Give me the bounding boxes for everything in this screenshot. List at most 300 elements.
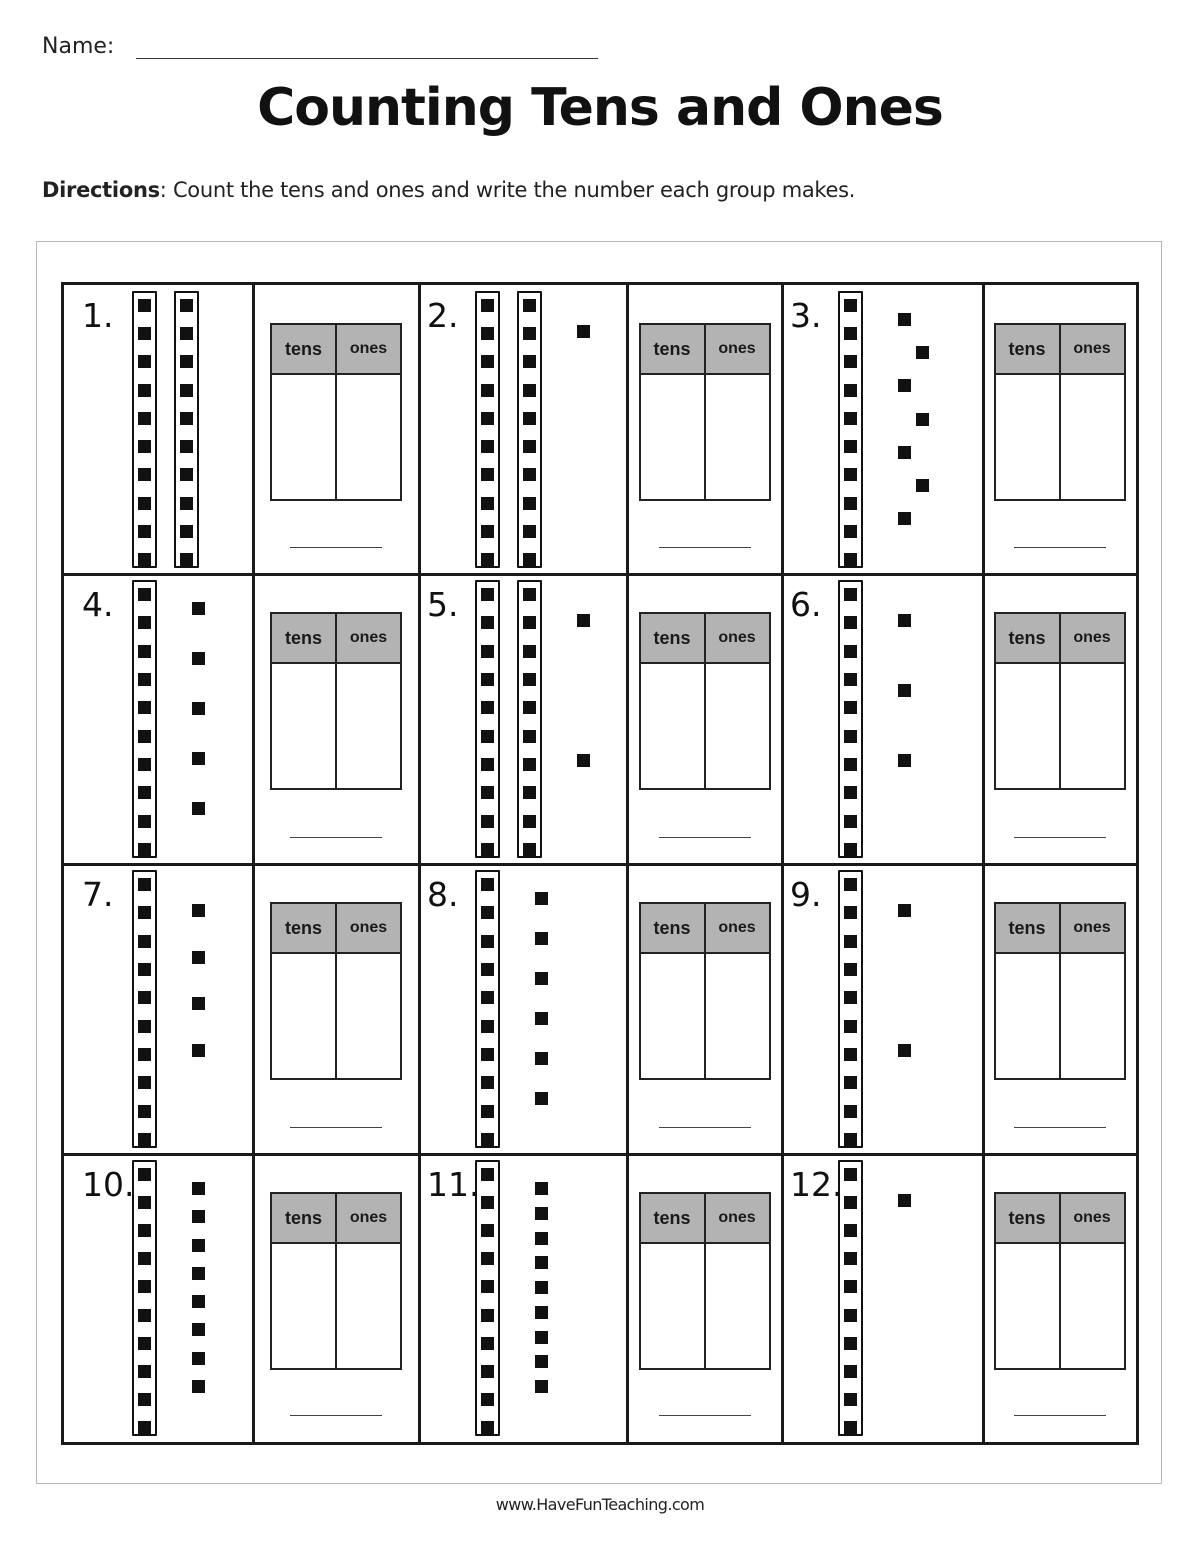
answer-write-line[interactable] [659, 547, 751, 548]
rod-unit [481, 1020, 494, 1033]
tens-column-label: tens [653, 339, 691, 359]
tens-rod [517, 580, 542, 858]
rod-unit [138, 1224, 151, 1237]
rod-unit [138, 384, 151, 397]
problem-number: 4. [82, 585, 114, 624]
ones-cube [535, 972, 548, 985]
rod-unit [180, 525, 193, 538]
rod-unit [844, 758, 857, 771]
rod-unit [180, 412, 193, 425]
tens-rod [838, 291, 863, 568]
ones-cube [192, 1380, 205, 1393]
rod-unit [481, 758, 494, 771]
tens-ones-chart[interactable] [270, 902, 402, 1080]
directions [42, 178, 855, 202]
answer-write-line[interactable] [290, 837, 382, 838]
rod-unit [138, 616, 151, 629]
rod-unit [481, 991, 494, 1004]
rod-unit [844, 1421, 857, 1434]
ones-cube [916, 413, 929, 426]
rod-unit [844, 701, 857, 714]
problem-blocks-cell [782, 1154, 983, 1442]
ones-cube [192, 1352, 205, 1365]
tens-ones-chart[interactable] [270, 1192, 402, 1370]
ones-cube [535, 1232, 548, 1245]
ones-cube [898, 614, 911, 627]
ones-cube [192, 1239, 205, 1252]
rod-unit [138, 1076, 151, 1089]
tens-rod [475, 291, 500, 568]
ones-cube [192, 1323, 205, 1336]
ones-cube [192, 904, 205, 917]
rod-unit [844, 1196, 857, 1209]
rod-unit [138, 355, 151, 368]
answer-write-line[interactable] [290, 1415, 382, 1416]
rod-unit [844, 1133, 857, 1146]
ones-cube [898, 754, 911, 767]
problem-blocks-cell [64, 1154, 253, 1442]
ones-column-label: ones [349, 629, 388, 646]
rod-unit [481, 616, 494, 629]
rod-unit [180, 440, 193, 453]
rod-unit [481, 440, 494, 453]
tens-column-label: tens [284, 628, 322, 648]
ones-column-label: ones [718, 1209, 756, 1226]
answer-write-line[interactable] [1014, 1127, 1106, 1128]
ones-column-label: ones [1073, 340, 1111, 357]
rod-unit [844, 1168, 857, 1181]
rod-unit [844, 843, 857, 856]
rod-unit [523, 843, 536, 856]
rod-unit [844, 963, 857, 976]
directions-text: : Count the tens and ones and write the number each group makes. [159, 178, 856, 202]
problem-blocks-cell [419, 864, 627, 1154]
answer-write-line[interactable] [290, 1127, 382, 1128]
answer-write-line[interactable] [659, 837, 751, 838]
rod-unit [844, 730, 857, 743]
ones-cube [192, 702, 205, 715]
rod-unit [481, 1133, 494, 1146]
tens-ones-chart[interactable] [994, 612, 1126, 790]
rod-unit [138, 1020, 151, 1033]
ones-column-label: ones [1073, 629, 1111, 646]
rod-unit [138, 1365, 151, 1378]
rod-unit [481, 843, 494, 856]
ones-cube [577, 754, 590, 767]
problem-number: 1. [82, 296, 114, 335]
ones-cube [898, 446, 911, 459]
problem-grid [61, 282, 1139, 1445]
rod-unit [481, 1196, 494, 1209]
rod-unit [481, 1168, 494, 1181]
ones-cube [898, 684, 911, 697]
rod-unit [844, 525, 857, 538]
problem-answer-cell [983, 285, 1136, 574]
rod-unit [844, 588, 857, 601]
ones-cube [577, 614, 590, 627]
ones-column-label: ones [349, 919, 388, 936]
rod-unit [481, 786, 494, 799]
ones-cube [192, 602, 205, 615]
ones-cube [916, 346, 929, 359]
rod-unit [523, 758, 536, 771]
rod-unit [138, 786, 151, 799]
directions-label: Directions [42, 178, 160, 202]
rod-unit [844, 815, 857, 828]
problem-number: 12. [790, 1165, 843, 1204]
problem-number: 5. [427, 585, 459, 624]
tens-rod [475, 1160, 500, 1436]
rod-unit [138, 815, 151, 828]
problem-blocks-cell [64, 574, 253, 864]
tens-column-label: tens [284, 339, 322, 359]
tens-rod [475, 580, 500, 858]
ones-cube [577, 325, 590, 338]
ones-cube [192, 1267, 205, 1280]
tens-rod [838, 870, 863, 1148]
tens-rod [132, 580, 157, 858]
tens-ones-chart[interactable] [639, 902, 771, 1080]
rod-unit [481, 525, 494, 538]
rod-unit [523, 815, 536, 828]
problem-blocks-cell [782, 285, 983, 574]
rod-unit [138, 412, 151, 425]
answer-write-line[interactable] [1014, 837, 1106, 838]
rod-unit [523, 525, 536, 538]
rod-unit [523, 786, 536, 799]
rod-unit [138, 906, 151, 919]
ones-cube [535, 1281, 548, 1294]
ones-cube [898, 512, 911, 525]
tens-column-label: tens [1008, 1208, 1046, 1228]
rod-unit [138, 1393, 151, 1406]
problem-number: 6. [790, 585, 822, 624]
tens-column-label: tens [284, 1208, 322, 1228]
tens-column-label: tens [1008, 628, 1046, 648]
rod-unit [481, 1393, 494, 1406]
rod-unit [138, 497, 151, 510]
problem-answer-cell [983, 574, 1136, 864]
ones-cube [535, 1052, 548, 1065]
rod-unit [138, 1421, 151, 1434]
rod-unit [523, 440, 536, 453]
rod-unit [844, 1365, 857, 1378]
rod-unit [138, 553, 151, 566]
rod-unit [481, 1309, 494, 1322]
rod-unit [138, 1252, 151, 1265]
ones-cube [535, 1331, 548, 1344]
rod-unit [481, 1337, 494, 1350]
rod-unit [481, 1421, 494, 1434]
rod-unit [138, 878, 151, 891]
tens-ones-chart[interactable] [270, 323, 402, 501]
rod-unit [844, 1252, 857, 1265]
rod-unit [138, 1309, 151, 1322]
rod-unit [481, 553, 494, 566]
rod-unit [180, 553, 193, 566]
rod-unit [844, 878, 857, 891]
rod-unit [844, 935, 857, 948]
ones-column-label: ones [349, 340, 388, 357]
ones-cube [192, 1044, 205, 1057]
rod-unit [138, 935, 151, 948]
tens-column-label: tens [1008, 918, 1046, 938]
problem-answer-cell [253, 285, 419, 574]
rod-unit [481, 906, 494, 919]
rod-unit [138, 1105, 151, 1118]
rod-unit [844, 553, 857, 566]
answer-write-line[interactable] [1014, 1415, 1106, 1416]
ones-cube [192, 951, 205, 964]
tens-rod [174, 291, 199, 568]
rod-unit [844, 1280, 857, 1293]
ones-cube [535, 1092, 548, 1105]
ones-cube [535, 1256, 548, 1269]
rod-unit [844, 991, 857, 1004]
problem-answer-cell [253, 864, 419, 1154]
rod-unit [844, 1076, 857, 1089]
rod-unit [481, 935, 494, 948]
ones-cube [192, 1295, 205, 1308]
ones-column-label: ones [718, 629, 756, 646]
rod-unit [844, 1105, 857, 1118]
rod-unit [138, 1196, 151, 1209]
ones-cube [535, 1182, 548, 1195]
rod-unit [523, 412, 536, 425]
rod-unit [481, 412, 494, 425]
rod-unit [138, 645, 151, 658]
rod-unit [138, 1133, 151, 1146]
problem-answer-cell [983, 864, 1136, 1154]
rod-unit [138, 327, 151, 340]
rod-unit [481, 355, 494, 368]
rod-unit [138, 1280, 151, 1293]
rod-unit [481, 1224, 494, 1237]
ones-cube [898, 904, 911, 917]
problem-blocks-cell [64, 285, 253, 574]
rod-unit [481, 468, 494, 481]
rod-unit [180, 299, 193, 312]
ones-cube [535, 1012, 548, 1025]
rod-unit [180, 355, 193, 368]
ones-column-label: ones [1073, 1209, 1111, 1226]
problem-number: 8. [427, 875, 459, 914]
ones-cube [898, 1194, 911, 1207]
rod-unit [138, 991, 151, 1004]
rod-unit [844, 786, 857, 799]
problem-number: 7. [82, 875, 114, 914]
rod-unit [481, 963, 494, 976]
rod-unit [138, 730, 151, 743]
rod-unit [481, 497, 494, 510]
rod-unit [523, 299, 536, 312]
ones-cube [535, 1207, 548, 1220]
rod-unit [844, 327, 857, 340]
rod-unit [844, 1337, 857, 1350]
problem-blocks-cell [419, 574, 627, 864]
tens-rod [475, 870, 500, 1148]
rod-unit [523, 673, 536, 686]
rod-unit [138, 588, 151, 601]
ones-cube [535, 1380, 548, 1393]
rod-unit [844, 673, 857, 686]
rod-unit [523, 497, 536, 510]
tens-rod [838, 580, 863, 858]
rod-unit [481, 1048, 494, 1061]
problem-answer-cell [253, 574, 419, 864]
rod-unit [138, 299, 151, 312]
problem-answer-cell [627, 574, 782, 864]
ones-cube [535, 892, 548, 905]
rod-unit [481, 673, 494, 686]
ones-cube [535, 932, 548, 945]
rod-unit [138, 1168, 151, 1181]
ones-cube [916, 479, 929, 492]
problem-blocks-cell [782, 574, 983, 864]
rod-unit [180, 468, 193, 481]
rod-unit [180, 327, 193, 340]
rod-unit [844, 906, 857, 919]
rod-unit [481, 1252, 494, 1265]
problem-number: 10. [82, 1165, 135, 1204]
rod-unit [481, 1365, 494, 1378]
tens-rod [517, 291, 542, 568]
rod-unit [523, 553, 536, 566]
ones-cube [192, 752, 205, 765]
problem-answer-cell [983, 1154, 1136, 1442]
ones-cube [535, 1306, 548, 1319]
rod-unit [481, 701, 494, 714]
rod-unit [523, 384, 536, 397]
tens-ones-chart[interactable] [994, 323, 1126, 501]
rod-unit [138, 758, 151, 771]
answer-write-line[interactable] [1014, 547, 1106, 548]
ones-cube [192, 997, 205, 1010]
rod-unit [844, 1048, 857, 1061]
tens-ones-chart[interactable] [270, 612, 402, 790]
rod-unit [481, 645, 494, 658]
rod-unit [138, 673, 151, 686]
problem-answer-cell [253, 1154, 419, 1442]
ones-cube [192, 1182, 205, 1195]
rod-unit [523, 588, 536, 601]
ones-cube [192, 1210, 205, 1223]
ones-cube [898, 1044, 911, 1057]
name-label: Name: [42, 34, 115, 59]
problem-number: 2. [427, 296, 459, 335]
problem-answer-cell [627, 1154, 782, 1442]
rod-unit [844, 299, 857, 312]
rod-unit [481, 878, 494, 891]
tens-ones-chart[interactable] [994, 902, 1126, 1080]
rod-unit [844, 1020, 857, 1033]
problem-blocks-cell [419, 1154, 627, 1442]
tens-column-label: tens [653, 918, 691, 938]
tens-rod [838, 1160, 863, 1436]
rod-unit [481, 1280, 494, 1293]
problem-number: 3. [790, 296, 822, 335]
rod-unit [523, 468, 536, 481]
rod-unit [138, 1337, 151, 1350]
tens-column-label: tens [653, 1208, 691, 1228]
rod-unit [523, 645, 536, 658]
tens-rod [132, 1160, 157, 1436]
rod-unit [138, 525, 151, 538]
rod-unit [481, 327, 494, 340]
problem-number: 9. [790, 875, 822, 914]
rod-unit [481, 299, 494, 312]
rod-unit [481, 1076, 494, 1089]
rod-unit [180, 384, 193, 397]
ones-column-label: ones [1073, 919, 1111, 936]
rod-unit [844, 1393, 857, 1406]
rod-unit [844, 384, 857, 397]
problem-blocks-cell [64, 864, 253, 1154]
tens-ones-chart[interactable] [639, 1192, 771, 1370]
rod-unit [844, 440, 857, 453]
ones-cube [192, 802, 205, 815]
rod-unit [844, 1309, 857, 1322]
tens-column-label: tens [653, 628, 691, 648]
ones-cube [898, 379, 911, 392]
rod-unit [138, 701, 151, 714]
rod-unit [844, 1224, 857, 1237]
rod-unit [523, 616, 536, 629]
rod-unit [844, 355, 857, 368]
rod-unit [138, 963, 151, 976]
rod-unit [481, 815, 494, 828]
problem-blocks-cell [782, 864, 983, 1154]
problem-number: 11. [427, 1165, 480, 1204]
rod-unit [844, 412, 857, 425]
rod-unit [523, 730, 536, 743]
rod-unit [844, 497, 857, 510]
rod-unit [523, 327, 536, 340]
tens-column-label: tens [284, 918, 322, 938]
ones-column-label: ones [349, 1209, 388, 1226]
name-write-line[interactable] [136, 36, 598, 59]
tens-column-label: tens [1008, 339, 1046, 359]
problem-answer-cell [627, 864, 782, 1154]
tens-ones-chart[interactable] [994, 1192, 1126, 1370]
ones-column-label: ones [718, 340, 756, 357]
rod-unit [481, 730, 494, 743]
rod-unit [180, 497, 193, 510]
answer-write-line[interactable] [290, 547, 382, 548]
rod-unit [138, 440, 151, 453]
rod-unit [481, 384, 494, 397]
rod-unit [481, 588, 494, 601]
rod-unit [138, 1048, 151, 1061]
page-title: Counting Tens and Ones [257, 78, 943, 138]
answer-write-line[interactable] [659, 1415, 751, 1416]
tens-rod [132, 870, 157, 1148]
rod-unit [481, 1105, 494, 1118]
answer-write-line[interactable] [659, 1127, 751, 1128]
rod-unit [138, 843, 151, 856]
ones-cube [192, 652, 205, 665]
rod-unit [138, 468, 151, 481]
ones-column-label: ones [718, 919, 756, 936]
problem-answer-cell [627, 285, 782, 574]
tens-ones-chart[interactable] [639, 612, 771, 790]
ones-cube [535, 1355, 548, 1368]
footer-website: www.HaveFunTeaching.com [495, 1495, 705, 1514]
rod-unit [523, 701, 536, 714]
problem-blocks-cell [419, 285, 627, 574]
tens-ones-chart[interactable] [639, 323, 771, 501]
rod-unit [844, 468, 857, 481]
